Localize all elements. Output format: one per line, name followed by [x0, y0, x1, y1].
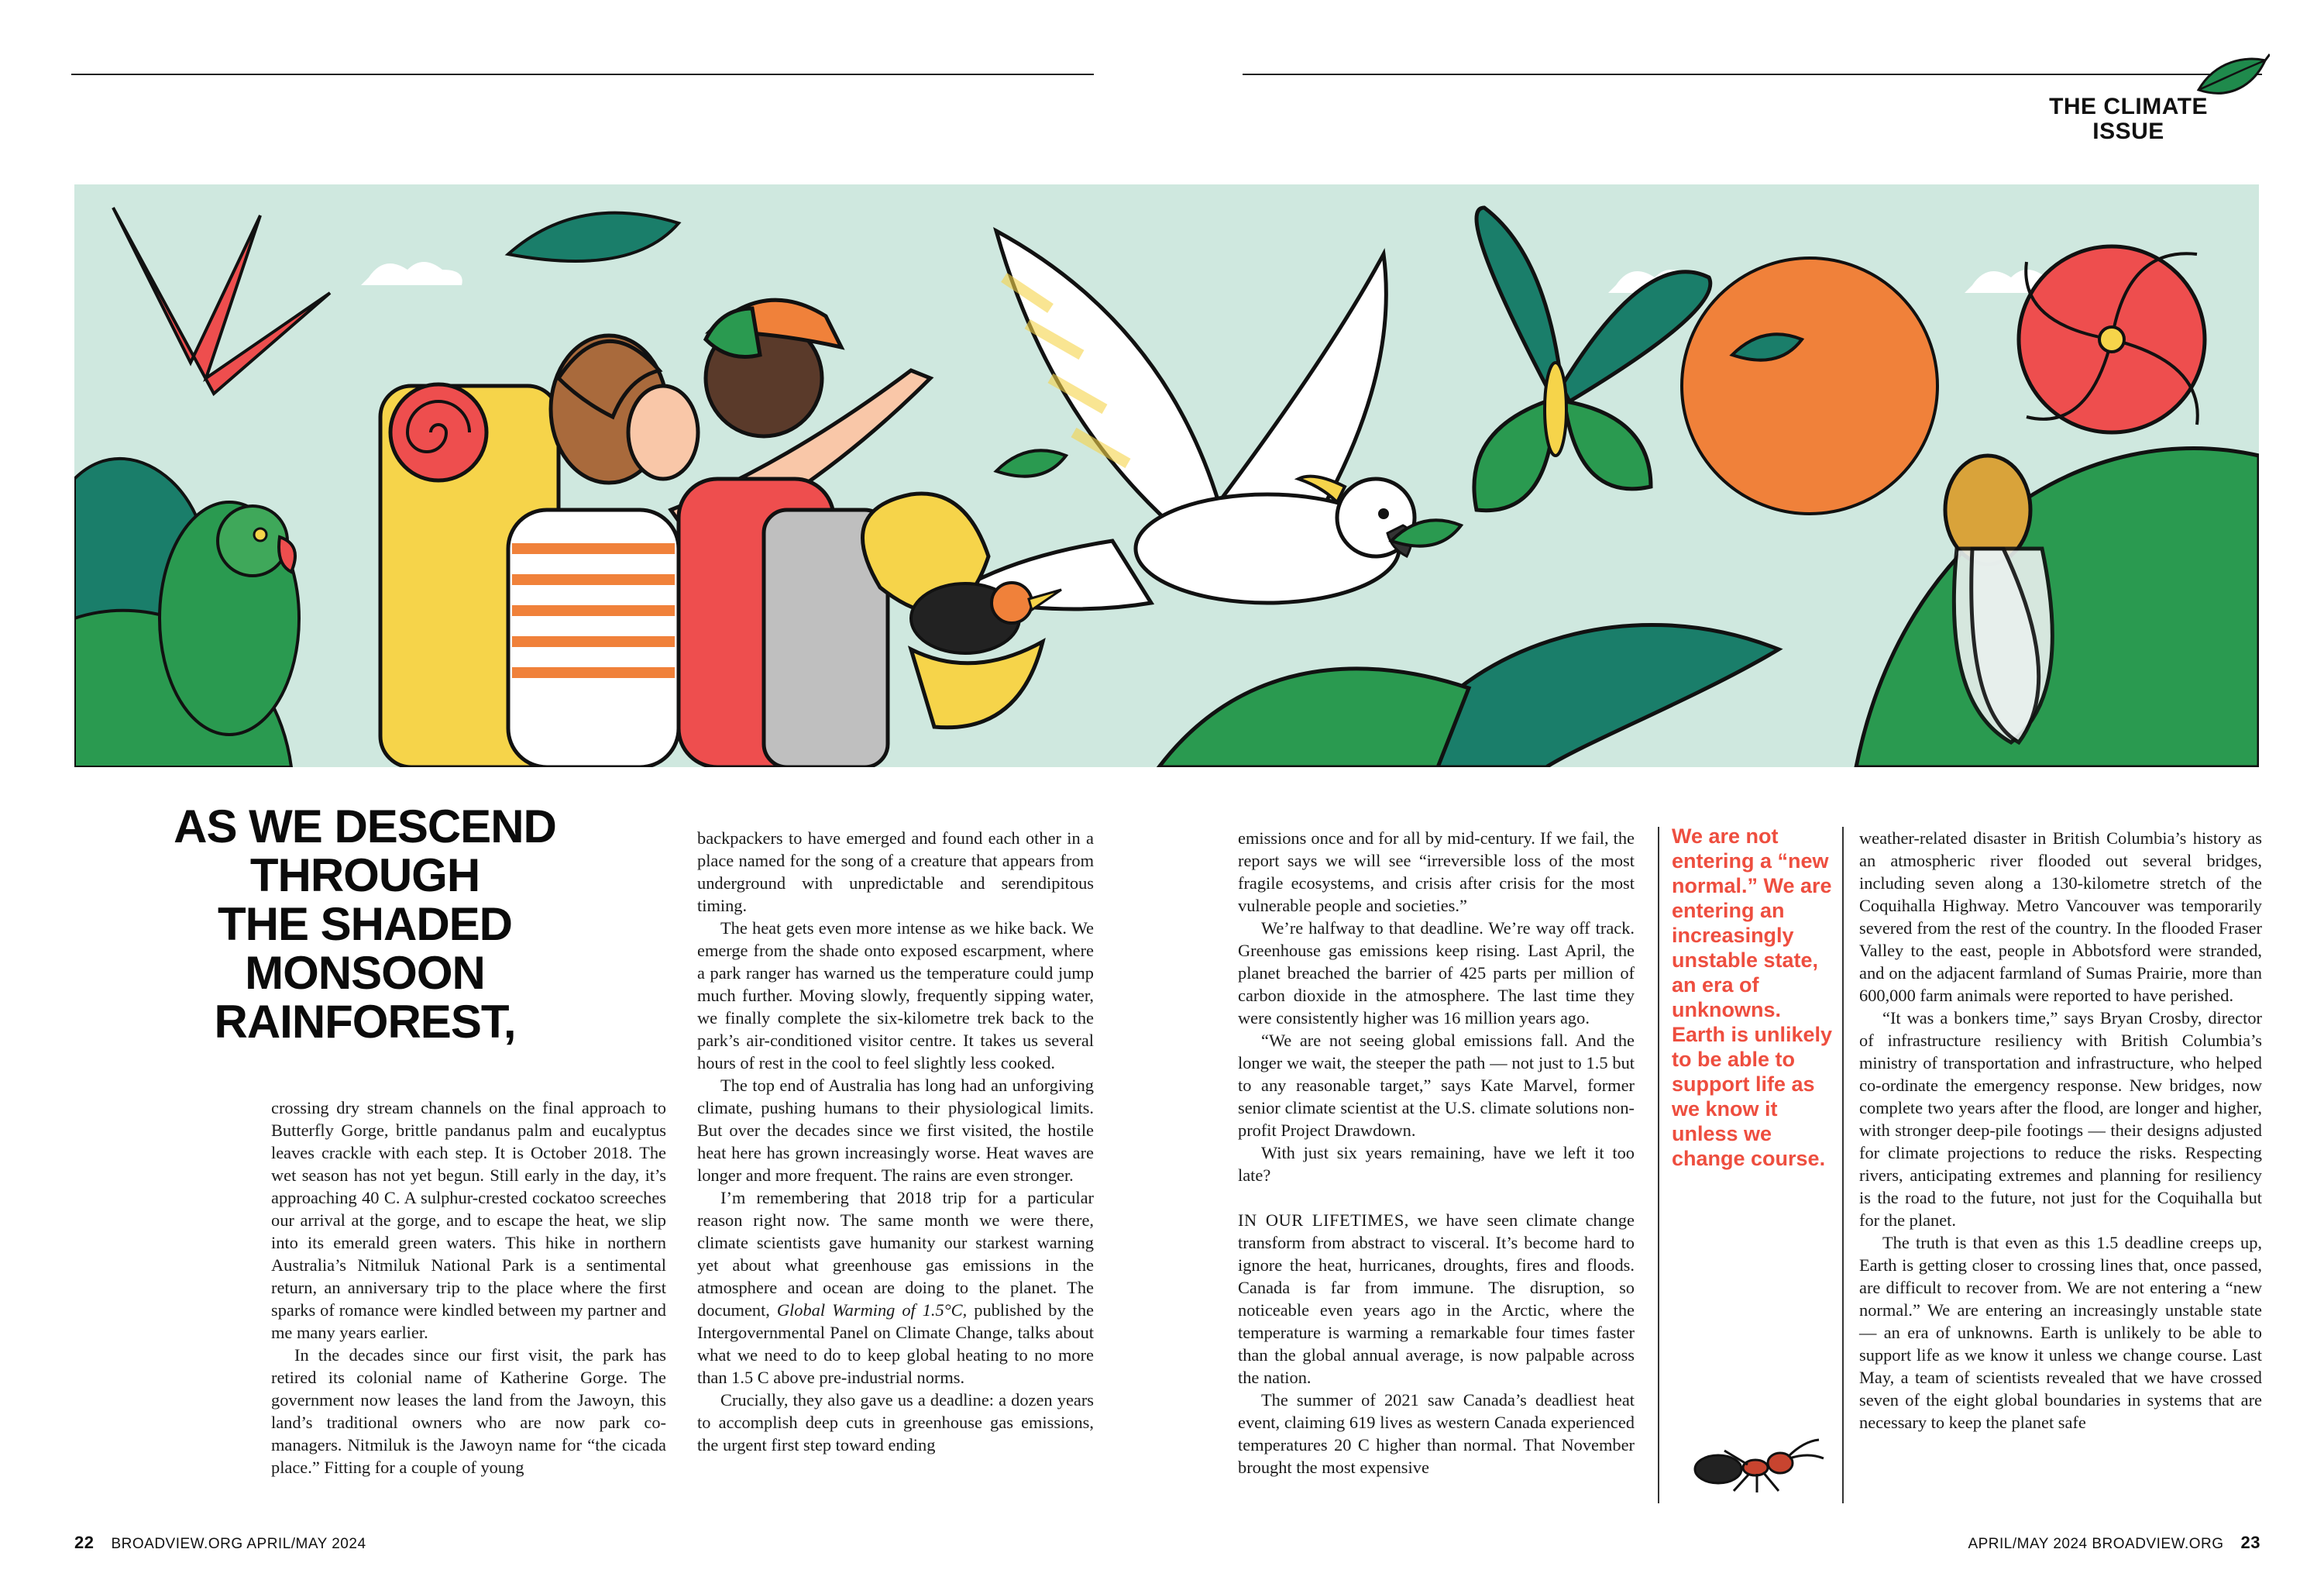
- pull-quote: We are not entering a “new normal.” We are entering an increasingly unstable state, an era of unknowns. Earth is unlikely to be able to support life as we know it unless we change course.: [1672, 824, 1833, 1170]
- headline-line: MONSOON: [245, 947, 485, 999]
- paragraph: [1238, 1209, 1635, 1389]
- headline-line: THE SHADED: [217, 898, 513, 950]
- paragraph: backpackers to have emerged and found each other in a place named for the song of a creature that appears from underground with unpredictable and serendipitous timing.: [697, 828, 1094, 915]
- paragraph: In the decades since our first visit, the park has retired its colonial name of Katherine Gorge. The government now leases the land from the Jawoyn, this land’s traditional owners who are now park co-managers. Nitmiluk is the Jawoyn name for “the cicada place.” Fitting for a couple of young: [271, 1345, 666, 1477]
- page-number: 23: [2240, 1533, 2260, 1552]
- headline: [74, 802, 655, 1046]
- sun-icon: [1682, 258, 1937, 514]
- column-divider: [1658, 827, 1659, 1503]
- paragraph: weather-related disaster in British Columbia’s history as an atmospheric river flooded out several bridges, including seven along a 130-kilometre stretch of the Coquihalla Highway. Metro Vancouver was temporarily severed from the rest of the country. In the flooded Fraser Valley to the east, people in Abbotsford were stranded, and on the adjacent farmland of Sumas Prairie, more than 600,000 farm animals were reported to have perished.: [1859, 828, 2262, 1005]
- hibiscus-icon: [2019, 246, 2205, 432]
- hero-illustration: [74, 184, 2259, 767]
- paragraph: The top end of Australia has long had an unforgiving climate, pushing humans to their physiological limits. But over the decades since we first visited, the hostile heat here has grown increasingly worse. Heat waves are longer and more frequent. The rains are even stronger.: [697, 1076, 1094, 1185]
- footer-left: [74, 1533, 366, 1553]
- ant-icon: [1687, 1434, 1827, 1496]
- paragraph: With just six years remaining, have we left it too late?: [1238, 1143, 1635, 1185]
- paragraph: “It was a bonkers time,” says Bryan Crosby, director of infrastructure resiliency with British Columbia’s ministry of transportation and infrastructure, who helped co-ordinate the emergency response. New bridges, now complete two years after the flood, are longer and higher, with stronger deep-pile footings — their designs adjusted for climate projections to reduce the risks. Respecting rivers, anticipating extremes and planning for resiliency is the road to the future, not just for the Coquihalla but for the planet.: [1859, 1008, 2262, 1230]
- paragraph: “We are not seeing global emissions fall. And the longer we wait, the steeper the path — not just to 1.5 but to any reasonable target,” says Kate Marvel, former senior climate scientist at the U.S. climate solutions non-profit Project Drawdown.: [1238, 1031, 1635, 1140]
- body-column-3: [1238, 827, 1635, 1479]
- headline-line: RAINFOREST,: [214, 996, 516, 1048]
- paragraph: The truth is that even as this 1.5 deadline creeps up, Earth is getting closer to crossing lines that, once passed, are difficult to recover from. We are not entering a “new normal.” We are entering an increasingly unstable state — an era of unknowns. Earth is unlikely to be able to support life as we know it unless we change course. Last May, a team of scientists revealed that we have crossed seven of the eight global boundaries in systems that are necessary to keep the planet safe: [1859, 1233, 2262, 1432]
- paragraph: The heat gets even more intense as we hike back. We emerge from the shade onto exposed escarpment, where a park ranger has warned us the temperature could jump much further. Moving slowly, frequently sipping water, we finally complete the six-kilometre trek back to the park’s air-conditioned visitor centre. It takes us several hours of rest in the cool to feel slightly less cooked.: [697, 918, 1094, 1072]
- body-column-1: [271, 1096, 666, 1479]
- body-column-2: [697, 827, 1094, 1456]
- paragraph: Crucially, they also gave us a deadline: a dozen years to accomplish deep cuts in greenhouse gas emissions, the urgent first step toward ending: [697, 1390, 1094, 1454]
- paragraph: The summer of 2021 saw Canada’s deadliest heat event, claiming 619 lives as western Canada experienced temperatures 20 C higher than normal. That November brought the most expensive: [1238, 1390, 1635, 1477]
- section-lead-in: IN OUR LIFETIMES,: [1238, 1210, 1409, 1230]
- paragraph: crossing dry stream channels on the final approach to Butterfly Gorge, brittle pandanus palm and eucalyptus leaves crackle with each step. It is October 2018. The wet season has not yet begun. Still early in the day, it’s approaching 40 C. A sulphur-crested cockatoo screeches our arrival at the gorge, and to escape the heat, we slip into its emerald green waters. This hike in northern Australia’s Nitmiluk National Park is a sentimental return, an anniversary trip to the place where the first sparks of romance were kindled between my partner and me many years earlier.: [271, 1098, 666, 1342]
- footer-right: [1968, 1533, 2260, 1553]
- headline-line: THROUGH: [249, 849, 480, 901]
- footer-text: BROADVIEW.ORG APRIL/MAY 2024: [111, 1536, 366, 1552]
- footer-text: APRIL/MAY 2024 BROADVIEW.ORG: [1968, 1536, 2224, 1552]
- paragraph-text: published by the Intergovernmental Panel on Climate Change, talks about what we need to do to keep global heating to no more than 1.5 C above pre-industrial norms.: [697, 1300, 1094, 1387]
- top-rule-right: [1243, 74, 2262, 75]
- paragraph: emissions once and for all by mid-century. If we fail, the report says we will see “irreversible loss of the most fragile ecosystems, and crisis after crisis for the most vulnerable people and societies.”: [1238, 828, 1635, 915]
- paragraph-text: I’m remembering that 2018 trip for a particular reason right now. The same month we were there, climate scientists gave humanity our starkest warning yet about what greenhouse gas emissions in the atmosphere and ocean are doing to the planet. The document,: [697, 1188, 1094, 1320]
- report-title: Global Warming of 1.5°C,: [776, 1300, 968, 1320]
- paragraph: [697, 1186, 1094, 1389]
- body-column-4: [1859, 827, 2262, 1434]
- paragraph: We’re halfway to that deadline. We’re way off track. Greenhouse gas emissions keep rising. Last April, the planet breached the barrier of 425 parts per million of carbon dioxide in the atmosphere. The last time they were consistently higher was 16 million years ago.: [1238, 918, 1635, 1028]
- badge-line-1: THE CLIMATE: [2049, 94, 2208, 119]
- page-number: 22: [74, 1533, 95, 1552]
- column-divider: [1842, 827, 1844, 1503]
- section-badge: [2049, 95, 2208, 144]
- badge-line-2: ISSUE: [2092, 119, 2164, 144]
- paragraph-text: we have seen climate change transform from abstract to visceral. It’s become hard to ignore the heat, hurricanes, droughts, fires and floods. Canada is far from immune. The disruption, so noticeable even years ago in the Arctic, where the temperature is warming a remarkable four times faster than the global annual average, is now palpable across the nation.: [1238, 1210, 1635, 1387]
- top-rule-left: [71, 74, 1094, 75]
- parrot-icon: [160, 502, 299, 735]
- headline-line: AS WE DESCEND: [174, 800, 556, 852]
